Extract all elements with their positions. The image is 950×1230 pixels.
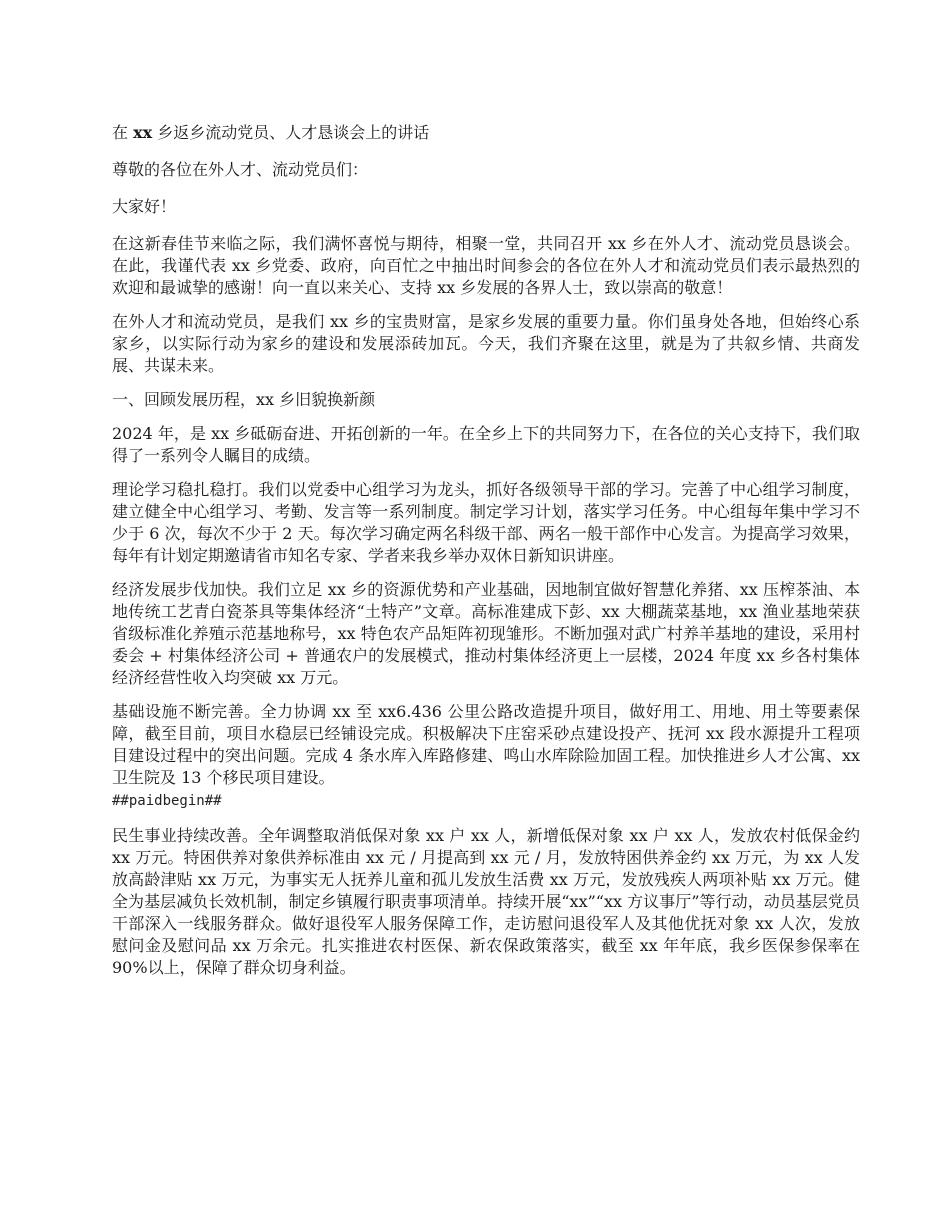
paragraph-economy: 经济发展步伐加快。我们立足 xx 乡的资源优势和产业基础，因地制宜做好智慧化养猪、xx 压榨茶油、本地传统工艺青白瓷茶具等集体经济“土特产”文章。高标准建成下彭、xx 大棚蔬菜基地，xx 渔业基地荣获省级标准化养殖示范基地称号，xx 特色农产品矩阵初现雏形。不断加强对武广村养羊基地的建设，采用村委会 + 村集体经济公司 + 普通农户的发展模式，推动村集体经济更上一层楼，2024 年度 xx 乡各村集体经济经营性收入均突破 xx 万元。 bbox=[112, 580, 860, 687]
paragraph-2024: 2024 年，是 xx 乡砥砺奋进、开拓创新的一年。在全乡上下的共同努力下，在各位的关心支持下，我们取得了一系列令人瞩目的成绩。 bbox=[112, 424, 860, 465]
title-prefix: 在 bbox=[112, 123, 129, 142]
section-heading: 一、回顾发展历程，xx 乡旧貌换新颜 bbox=[112, 390, 376, 409]
paragraph-welcome: 在这新春佳节来临之际，我们满怀喜悦与期待，相聚一堂，共同召开 xx 乡在外人才、流动党员恳谈会。在此，我谨代表 xx 乡党委、政府，向百忙之中抽出时间参会的各位在外人才和流动党员们表示最热烈的欢迎和最诚挚的感谢！向一直以来关心、支持 xx 乡发展的各界人士，致以崇高的敬意！ bbox=[112, 234, 860, 297]
paragraph-livelihood: 民生事业持续改善。全年调整取消低保对象 xx 户 xx 人，新增低保对象 xx 户 xx 人，发放农村低保金约 xx 万元。特困供养对象供养标准由 xx 元 / 月提高到 xx 元 / 月，发放特困供养金约 xx 万元，为 xx 人发放高龄津贴 xx 万元，为事实无人抚养儿童和孤儿发放生活费 xx 万元，发放残疾人两项补贴 xx 万元。健全为基层减负长效机制，制定乡镇履行职责事项清单。持续开展“xx”“xx 方议事厅”等行动，动员基层党员干部深入一线服务群众。做好退役军人服务保障工作，走访慰问退役军人及其他优抚对象 xx 人次，发放慰问金及慰问品 xx 万余元。扎实推进农村医保、新农保政策落实，截至 xx 年年底，我乡医保参保率在 90%以上，保障了群众切身利益。 bbox=[112, 826, 860, 977]
paid-begin-marker: ##paidbegin## bbox=[112, 793, 222, 809]
salutation: 尊敬的各位在外人才、流动党员们： bbox=[112, 160, 369, 179]
paragraph-talent: 在外人才和流动党员，是我们 xx 乡的宝贵财富，是家乡发展的重要力量。你们虽身处各地，但始终心系家乡，以实际行动为家乡的建设和发展添砖加瓦。今天，我们齐聚在这里，就是为了共叙乡情、共商发展、共谋未来。 bbox=[112, 312, 860, 375]
paragraph-theory-study: 理论学习稳扎稳打。我们以党委中心组学习为龙头，抓好各级领导干部的学习。完善了中心组学习制度，建立健全中心组学习、考勤、发言等一系列制度。制定学习计划，落实学习任务。中心组每年集中学习不少于 6 次，每次不少于 2 天。每次学习确定两名科级干部、两名一般干部作中心发言。为提高学习效果，每年有计划定期邀请省市知名专家、学者来我乡举办双休日新知识讲座。 bbox=[112, 480, 860, 565]
document-title bbox=[112, 122, 860, 144]
title-rest: 乡返乡流动党员、人才恳谈会上的讲话 bbox=[157, 123, 430, 142]
document-page bbox=[112, 122, 860, 991]
greeting: 大家好！ bbox=[112, 197, 177, 216]
title-xx: xx bbox=[133, 123, 153, 142]
paragraph-infrastructure: 基础设施不断完善。全力协调 xx 至 xx6.436 公里公路改造提升项目，做好用工、用地、用土等要素保障，截至目前，项目水稳层已经铺设完成。积极解决下庄窑采砂点建设投产、抚河 xx 段水源提升工程项目建设过程中的突出问题。完成 4 条水库入库路修建、鸣山水库除险加固工程。加快推进乡人才公寓、xx 卫生院及 13 个移民项目建设。 bbox=[112, 702, 860, 787]
